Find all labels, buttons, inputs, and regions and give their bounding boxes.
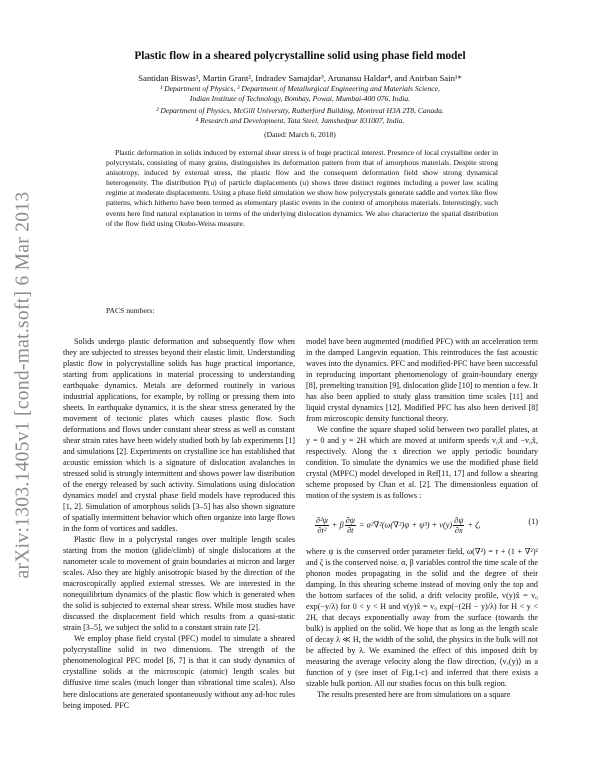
affiliation-4: ⁴ Research and Development, Tata Steel, Jamshedpur 831007, India.: [195, 116, 405, 125]
pacs-numbers: PACS numbers:: [106, 306, 155, 315]
paragraph: We employ phase field crystal (PFC) model to simulate a sheared polycrystalline solid in two dimensions. The strength of the phenomenological PFC model [6, 7] is that it can study dynamics of crystalline solids at the microscopic (atomic) length scales but diffusive time scales (much longer than vibrational time scales). Also here dislocations are generated spontaneously without any ad-hoc rules being imposed. PFC: [63, 634, 295, 710]
paragraph: We confine the square shaped solid between two parallel plates, at y = 0 and y = 2H which are moved at uniform speeds v₀x̂ and −v₀x̂, respectively. Along the x direction we apply periodic boundary condition. To simulate the dynamics we use the modified phase field crystal (MPFC) model developed in Ref[11, 17] and follow a shearing scheme proposed by Chan et al. [2]. The dimensionless equation of motion of the system is as follows :: [306, 425, 538, 501]
affiliation-3: ² Department of Physics, McGill University, Rutherford Building, Montreal H3A 2T8, Canada.: [156, 106, 444, 115]
left-column: [63, 336, 295, 711]
paragraph: where ψ is the conserved order parameter field, ω(∇²) = r + (1 + ∇²)² and ζ is the conserved noise. α, β variables control the time scale of the phonon modes propagating in the solid and the degree of their damping. In this shearing scheme instead of moving only the top and the bottom surfaces of the solid, a drift velocity profile, v(y)x̂ = v₀ exp(−y/λ) for 0 < y < H and v(y)x̂ = v₀ exp(−(2H − y)/λ) for H < y < 2H, that decays exponentially away from the surface (towards the bulk) is applied on the solid. We hope that as long as the length scale of decay λ ≪ H, the width of the solid, the physics in the bulk will not be affected by λ. We examined the effect of this imposed drift by measuring the average velocity along the flow direction, ⟨vₓ(y)⟩ as a function of y (see inset of Fig.1-c) and inferred that there exists a sizable bulk portion. All our studies focus on this bulk region.: [306, 547, 538, 689]
equation-number: (1): [528, 517, 538, 527]
paragraph: Plastic flow in a polycrystal ranges over multiple length scales starting from the motion (glide/climb) of single dislocations at the nanometer scale to movement of grain boundaries at micron and larger scales. Also they are highly anisotropic biased by the direction of the macroscopically applied external stresses. We are interested in the nonequilibrium dynamics of the plastic flow which is generated when the solid is subjected to external shear stress. While most studies have discussed the displacement field which results from a quasi-static strain [3–5], we subject the solid to a constant strain rate [2].: [63, 535, 295, 633]
abstract: Plastic deformation in solids induced by external shear stress is of huge practical interest. Presence of local crystalline order in polycrystals, consisting of many grains, distinguishes its deformation pattern from that of amorphous materials. Despite strong anisotropy, induced by external stress, the plastic flow and the consequent deformation field show strong dynamical heterogeneity. The distribution P(u) of particle displacements (u) shows three distinct regimes including a power law scaling regime at moderate displacements. Using a phase field simulation we show how polycrystals generate saddle and vortex like flow patterns, which hitherto have been termed as elementary plastic events in the context of amorphous materials. Interestingly, such events here find natural explanation in terms of the underlying dislocation dynamics. We also characterize the spatial distribution of the flow field using Okubo-Weiss measure.: [106, 148, 498, 228]
author-list: Santidan Biswas¹, Martin Grant², Indradev Samajdar³, Arunansu Haldar⁴, and Anirban Sain¹*: [138, 73, 462, 83]
paragraph: model have been augmented (modified PFC) with an acceleration term in the damped Langevin equation. This reintroduces the fast acoustic waves into the dynamics. PFC and modified-PFC have been successful in reproducing important phenomenology of grain-boundary energy [8], premelting transition [9], dislocation glide [10] to mention a few. It has also been applied to study glass transition time scales [11] and liquid crystal dynamics [12]. Modified PFC has also been derived [8] from microscopic density functional theory.: [306, 337, 538, 424]
paragraph: Solids undergo plastic deformation and subsequently flow when they are subjected to stresses beyond their elastic limit. Understanding plastic flow in polycrystalline solids has huge practical importance, starting from applications in material processing to understanding earthquake dynamics. Metals are deformed routinely in various industrial applications, for example, by rolling or pressing them into sheets. In earthquake dynamics, it is the shear stress generated by the movement of tectonic plates which causes plastic flow. Such deformations and flows under constant shear stress as well as constant shear strain rates have been widely studied both by lab experiments [1] and simulations [2]. Experiments on crystalline ice has established that acoustic emission which is a signature of dislocation avalanches in stressed solid is strongly intermittent and shows power law distribution of the energy released by such activity. Simulations using dislocation dynamics model and crystal phase field models have reproduced this [1, 2]. Simulation of amorphous solids [3–5] has also shown signature of spatially intermittent behavior which often organize into large flows in the form of vortices and saddles.: [63, 337, 295, 534]
dated-line: (Dated: March 6, 2018): [264, 130, 336, 139]
affiliation-1: ¹ Department of Physics, ³ Department of Metallurgical Engineering and Materials Science,: [160, 84, 440, 93]
equation-1: $\frac{\text{∂²ψ}}{\text{∂t²}}$ + β $\frac{\partial\psi}{\partial t}$ = α²∇²(ω(∇²)ψ + ψ³) + v(y) $\frac{\partial\psi}{\partial x}$ + ζ, (1): [316, 516, 538, 536]
paper-title: Plastic flow in a sheared polycrystalline solid using phase field model: [134, 50, 466, 62]
affiliation-2: Indian Institute of Technology, Bombay, Powai, Mumbai-400 076, India.: [189, 94, 411, 103]
paragraph: The results presented here are from simulations on a square: [317, 690, 511, 700]
right-column: [306, 336, 538, 700]
arxiv-stamp: arXiv:1303.1405v1 [cond-mat.soft] 6 Mar 2013: [12, 191, 34, 579]
